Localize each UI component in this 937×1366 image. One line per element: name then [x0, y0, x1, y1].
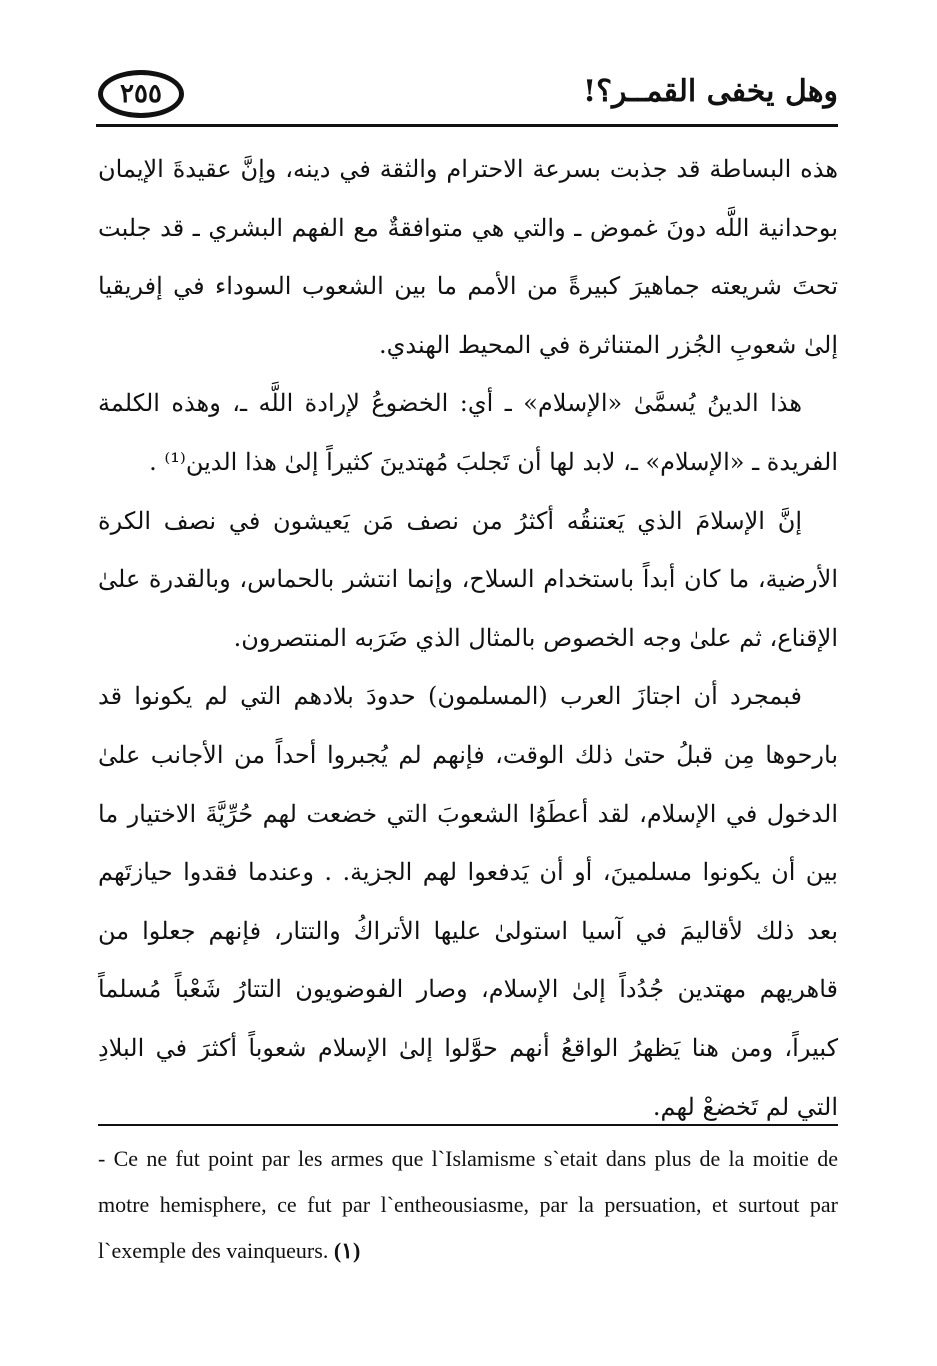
footnote: [98, 1136, 838, 1274]
footnote-divider: [98, 1124, 838, 1126]
paragraph-1: هذه البساطة قد جذبت بسرعة الاحترام والثقة في دينه، وإنَّ عقيدةَ الإيمان بوحدانية اللَّه دونَ غموض ـ والتي هي متوافقةٌ مع الفهم البشري ـ قد جلبت تحتَ شريعته جماهيرَ كبيرةً من الأمم ما بين الشعوب السوداء في إفريقيا إلىٰ شعوبِ الجُزر المتناثرة في المحيط الهندي.: [98, 155, 838, 359]
header-divider: [96, 124, 838, 127]
footnote-marker: (١): [333, 1238, 361, 1263]
paragraph-2: هذا الدينُ يُسمَّىٰ «الإسلام» ـ أي: الخضوعُ لإرادة اللَّه ـ، وهذه الكلمة الفريدة ـ «الإسلام» ـ، لابد لها أن تَجلبَ مُهتدينَ كثيراً إلىٰ هذا الدين⁽¹⁾ .: [98, 389, 838, 476]
paragraph-4: فبمجرد أن اجتازَ العرب (المسلمون) حدودَ بلادهم التي لم يكونوا قد بارحوها مِن قبلُ حتىٰ ذلك الوقت، فإنهم لم يُجبروا أحداً من الأجانب علىٰ الدخول في الإسلام، لقد أعطَوُا الشعوبَ التي خضعت لهم حُرِّيَّةَ الاختيار ما بين أن يكونوا مسلمينَ، أو أن يَدفعوا لهم الجزية. . وعندما فقدوا حيازتَهم بعد ذلك لأقاليمَ في آسيا استولىٰ عليها الأتراكُ والتتار، فإنهم جعلوا من قاهريهم مهتدين جُدُداً إلىٰ الإسلام، وصار الفوضويون التتارُ شَعْباً مُسلماً كبيراً، ومن هنا يَظهرُ الواقعُ أنهم حوَّلوا إلىٰ الإسلام شعوباً أكثرَ في البلادِ التي لم تَخضعْ لهم.: [98, 682, 838, 1121]
page-number: ٢٥٥: [120, 79, 162, 109]
page-header: [96, 66, 838, 128]
paragraph-3: إنَّ الإسلامَ الذي يَعتنقُه أكثرُ من نصف مَن يَعيشون في نصف الكرة الأرضية، ما كان أبداً باستخدام السلاح، وإنما انتشر بالحماس، وبالقدرة علىٰ الإقناع، ثم علىٰ وجه الخصوص بالمثال الذي ضَرَبه المنتصرون.: [98, 506, 838, 652]
running-title: وهل يخفى القمــر؟!: [582, 74, 838, 109]
footnote-text: - Ce ne fut point par les armes que l`Islamisme s`etait dans plus de la moitie de motre hemisphere, ce fut par l`entheousiasme, par la persuation, et surtout par l`exemple des vainqueurs.: [98, 1146, 838, 1263]
main-text: [98, 140, 838, 1136]
page-number-badge: [98, 70, 184, 118]
